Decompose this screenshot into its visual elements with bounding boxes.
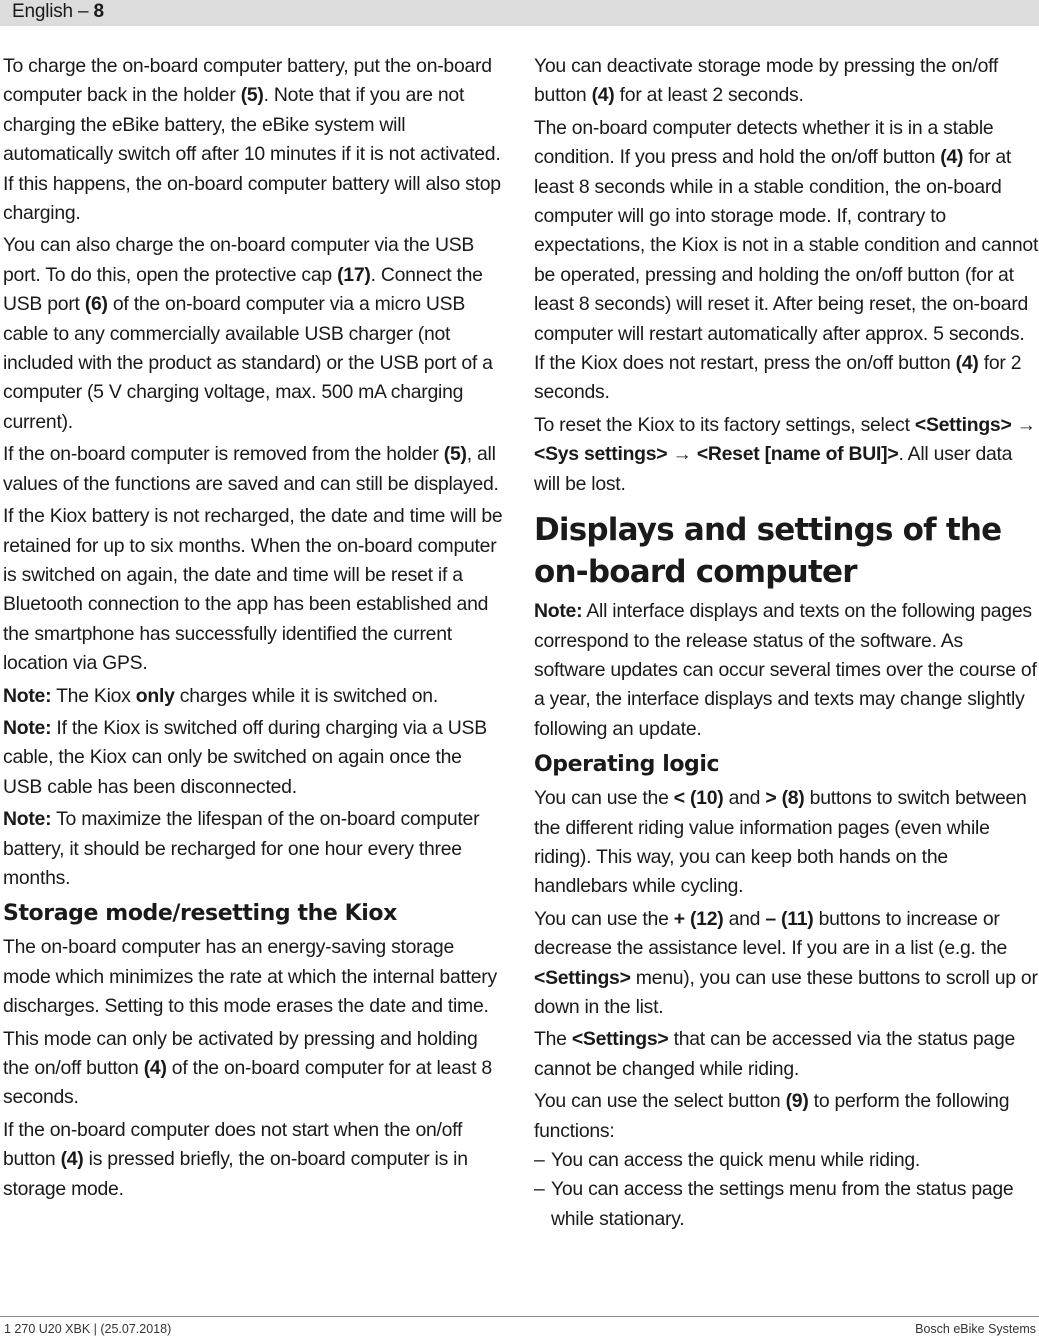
note-paragraph: Note: To maximize the lifespan of the on-board computer battery, it should be recharged for one hour every three months. [3,808,480,889]
page-header-bar [0,0,1039,26]
paragraph: If the on-board computer does not start when the on/off button (4) is pressed briefly, the on-board computer is in storage mode. [3,1118,468,1200]
paragraph: To charge the on-board computer battery, put the on-board computer back in the holder (5). Note that if you are not charging the eBike battery, the eBike system will automatically switch off after 10 minutes if it is not activated. If this happens, the on-board computer battery will also stop charging. [3,55,501,225]
footer-divider [0,1316,1039,1317]
paragraph: You can use the + (12) and – (11) buttons to increase or decrease the assistance level. If you are in a list (e.g. the <Settings> menu), you can use these buttons to scroll up or down in the list. [534,907,1038,1018]
paragraph: The on-board computer has an energy-saving storage mode which minimizes the rate at which the internal battery discharges. Setting to this mode erases the date and time. [3,936,497,1018]
function-list [534,1146,1039,1234]
paragraph: The <Settings> that can be accessed via the status page cannot be changed while riding. [534,1028,1016,1080]
left-column [3,52,505,1207]
paragraph: You can deactivate storage mode by pressing the on/off button (4) for at least 2 seconds. [534,55,999,107]
paragraph: You can use the select button (9) to perform the following functions: [534,1090,1010,1142]
footer-company: Bosch eBike Systems [915,1322,1036,1336]
page-header [12,1,104,23]
paragraph: If the Kiox battery is not recharged, the date and time will be retained for up to six months. When the on-board computer is switched on again, the date and time will be reset if a Bluetooth connection to the app has been established and the smartphone has successfully identified the current location via GPS. [3,505,503,675]
note-paragraph: Note: All interface displays and texts on the following pages correspond to the release status of the software. As software updates can occur several times over the course of a year, the interface displays and texts may change slightly following an update. [534,600,1037,740]
note-paragraph: Note: The Kiox only charges while it is switched on. [3,684,438,707]
section-heading-displays: Displays and settings of the on-board computer [534,512,1002,591]
section-heading-storage-mode: Storage mode/resetting the Kiox [3,901,397,927]
header-language: English [12,1,73,22]
paragraph: To reset the Kiox to its factory settings, select <Settings> → <Sys settings> → <Reset [name of BUI]>. All user data will be lost. [534,413,1036,495]
header-separator: – [78,1,89,22]
paragraph: The on-board computer detects whether it is in a stable condition. If you press and hold the on/off button (4) for at least 8 seconds while in a stable condition, the on-board computer will go into storage mode. If, contrary to expectations, the Kiox is not in a stable condition and cannot be operated, pressing and holding the on/off button (for at least 8 seconds) will reset it. After being reset, the on-board computer will restart automatically after approx. 5 seconds. If the Kiox does not restart, press the on/off button (4) for 2 seconds. [534,116,1039,404]
paragraph: You can use the < (10) and > (8) buttons to switch between the different riding value information pages (even while riding). This way, you can keep both hands on the handlebars while cycling. [534,787,1027,898]
paragraph: This mode can only be activated by pressing and holding the on/off button (4) of the on-board computer for at least 8 seconds. [3,1027,492,1109]
right-column [534,52,1039,1234]
footer-document-id: 1 270 U20 XBK | (25.07.2018) [4,1322,172,1336]
section-heading-operating-logic: Operating logic [534,752,720,778]
paragraph: If the on-board computer is removed from the holder (5), all values of the functions are saved and can still be displayed. [3,443,499,495]
note-paragraph: Note: If the Kiox is switched off during charging via a USB cable, the Kiox can only be switched on again once the USB cable has been disconnected. [3,716,487,798]
list-item: – You can access the settings menu from the status page while stationary. [534,1178,1014,1230]
list-item: – You can access the quick menu while riding. [534,1149,921,1171]
header-page-number: 8 [93,1,104,22]
paragraph: You can also charge the on-board computer via the USB port. To do this, open the protective cap (17). Connect the USB port (6) of the on-board computer via a micro USB cable to any commercially available USB charger (not included with the product as standard) or the USB port of a computer (5 V charging voltage, max. 500 mA charging current). [3,234,493,433]
